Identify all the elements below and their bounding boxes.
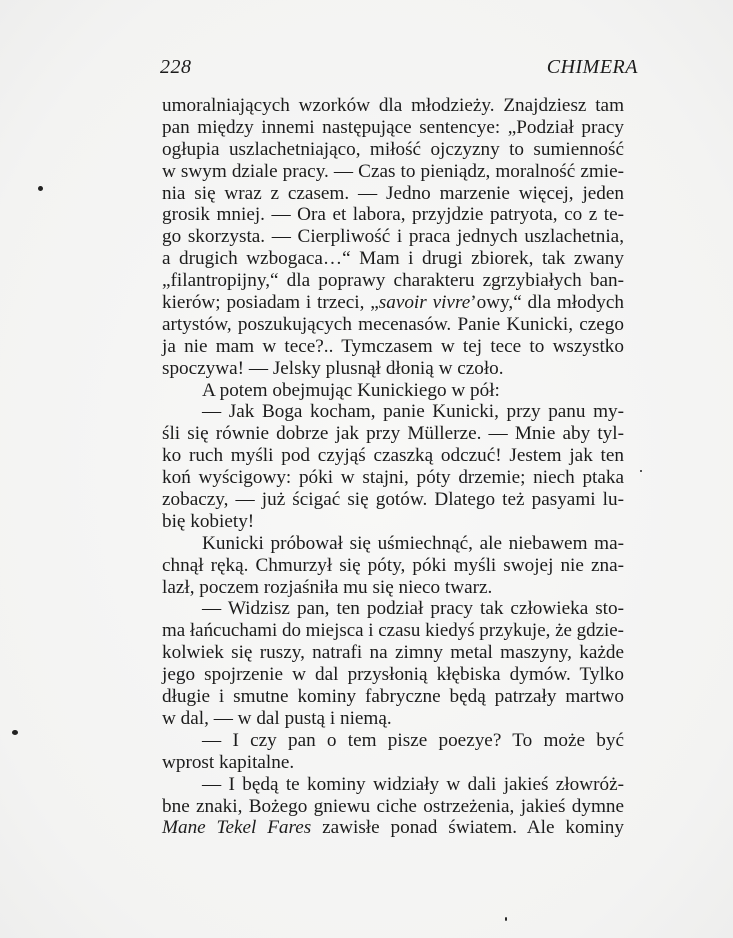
line-text: — Jak Boga kocham, panie Kunicki, przy panu my- — [202, 401, 624, 423]
text-line — [162, 117, 624, 139]
text-line — [162, 817, 624, 839]
text-line — [162, 204, 624, 226]
text-line — [162, 489, 624, 511]
text-line — [162, 664, 624, 686]
line-text: nia się wraz z czasem. — Jedno marzenie więcej, jeden — [162, 182, 624, 204]
line-text: bię kobiety! — [162, 510, 255, 532]
line-text: zobaczy, — już ścigać się gotów. Dlatego też pasyami lu- — [162, 489, 624, 511]
margin-speck — [38, 186, 43, 191]
body-text — [162, 95, 624, 839]
text-line — [162, 380, 624, 402]
italic-phrase: Mane Tekel Fares — [162, 817, 312, 839]
line-text: ko ruch myśli pod czyjąś czaszką odczuć! Jestem jak ten — [162, 445, 624, 467]
line-text: a drugich wzbogaca…“ Mam i drugi zbiorek, tak zwany — [162, 248, 624, 270]
text-line — [162, 401, 624, 423]
margin-speck — [505, 917, 507, 921]
text-line — [162, 226, 624, 248]
text-line — [162, 730, 624, 752]
line-text: — I będą te kominy widziały w dali jakieś złowróż- — [202, 773, 624, 795]
line-text: umoralniających wzorków dla młodzieży. Znajdziesz tam — [162, 95, 624, 116]
line-text: bne znaki, Bożego gniewu ciche ostrzeżenia, jakieś dymne — [162, 795, 624, 817]
text-line — [162, 270, 624, 292]
text-line — [162, 774, 624, 796]
text-line — [162, 511, 624, 533]
margin-speck — [12, 730, 18, 735]
line-text: Kunicki próbował się uśmiechnąć, ale niebawem ma- — [202, 532, 624, 554]
line-text: ogłupia uszlachetniająco, miłość ojczyzny to sumienność — [162, 138, 624, 160]
text-line — [162, 445, 624, 467]
line-text: — I czy pan o tem pisze poezye? To może być — [202, 729, 624, 751]
line-text: jego spojrzenie w dal przysłonią kłębiska dymów. Tylko — [162, 664, 624, 686]
italic-phrase: savoir vivre — [378, 292, 471, 314]
text-line — [162, 555, 624, 577]
text-line — [162, 183, 624, 205]
text-line — [162, 598, 624, 620]
line-text: ma łańcuchami do miejsca i czasu kiedyś przykuje, że gdzie- — [162, 620, 624, 642]
text-line — [162, 467, 624, 489]
line-text: wprost kapitalne. — [162, 751, 295, 773]
line-text: lazł, poczem rozjaśniła mu się nieco twarz. — [162, 576, 493, 598]
text-line — [162, 161, 624, 183]
line-text: koń wyścigowy: póki w stajni, póty drzemie; niech ptaka — [162, 467, 624, 489]
line-text: kierów; posiadam i trzeci, „ — [162, 292, 379, 314]
line-text: w dal, — w dal pustą i niemą. — [162, 707, 392, 729]
text-line — [162, 292, 624, 314]
text-line — [162, 708, 624, 730]
line-text: „filantropijny,“ dla poprawy charakteru zgrzybiałych ban- — [162, 270, 624, 292]
text-line — [162, 686, 624, 708]
text-line — [162, 95, 624, 117]
line-text: w swym dziale pracy. — Czas to pieniądz, moralność zmie- — [162, 160, 624, 182]
line-text: zawisłe ponad światem. Ale kominy — [311, 817, 624, 839]
page-number: 228 — [160, 56, 192, 78]
text-line — [162, 336, 624, 358]
text-line — [162, 620, 624, 642]
text-line — [162, 752, 624, 774]
line-text: artystów, poszukujących mecenasów. Panie Kunicki, czego — [162, 313, 624, 335]
line-text: A potem obejmując Kunickiego w pół: — [202, 379, 500, 401]
text-line — [162, 314, 624, 336]
text-line — [162, 358, 624, 380]
text-line — [162, 139, 624, 161]
page-header — [160, 56, 638, 82]
text-line — [162, 248, 624, 270]
line-text: kolwiek się ruszy, natrafi na zimny metal maszyny, każde — [162, 642, 624, 664]
line-text: spoczywa! — Jelsky plusnął dłonią w czoło. — [162, 357, 504, 379]
line-text: — Widzisz pan, ten podział pracy tak człowieka sto- — [202, 598, 624, 620]
line-text: długie i smutne kominy fabryczne będą patrzały martwo — [162, 686, 624, 708]
text-line — [162, 423, 624, 445]
text-line — [162, 577, 624, 599]
running-title: CHIMERA — [546, 56, 638, 78]
text-line — [162, 533, 624, 555]
text-line — [162, 796, 624, 818]
line-text: ja nie mam w tece?.. Tymczasem w tej tece to wszystko — [162, 335, 624, 357]
margin-speck — [640, 470, 642, 472]
line-text: go skorzysta. — Cierpliwość i praca jednych uszlachetnia, — [162, 226, 624, 248]
line-text: śli się równie dobrze jak przy Müllerze. — Mnie aby tyl- — [162, 423, 624, 445]
line-text: pan między innemi następujące sentencye: „Podział pracy — [162, 116, 624, 138]
text-line — [162, 642, 624, 664]
line-text: ’owy,“ dla młodych — [470, 292, 624, 314]
line-text: grosik mniej. — Ora et labora, przyjdzie patryota, co z te- — [162, 204, 624, 226]
line-text: chnął ręką. Chmurzył się póty, póki myśli swojej nie zna- — [162, 554, 624, 576]
